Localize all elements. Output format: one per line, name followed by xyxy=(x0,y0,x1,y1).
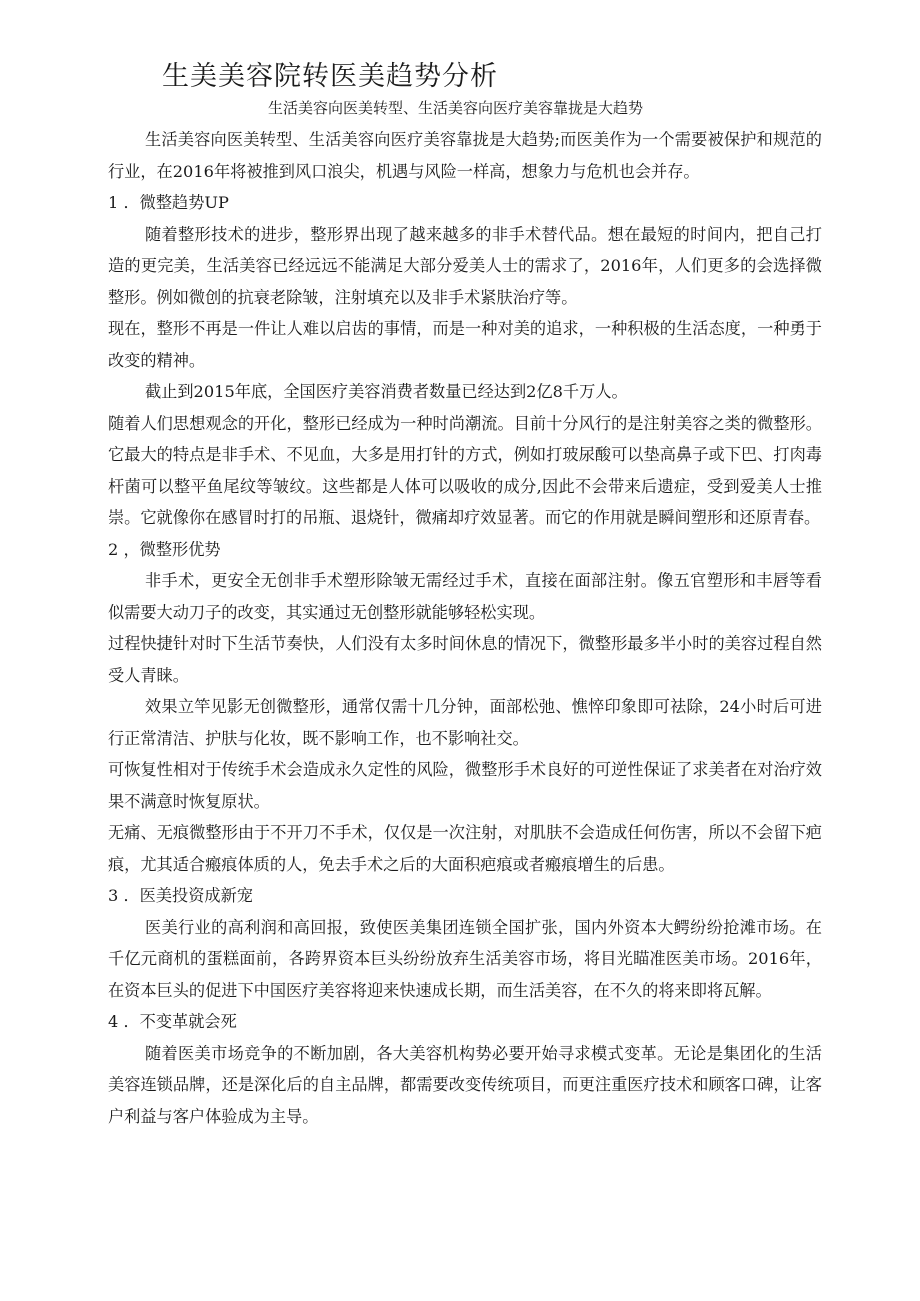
section-2-paragraph-5: 无痛、无痕微整形由于不开刀不手术，仅仅是一次注射，对肌肤不会造成任何伤害，所以不会留下疤痕，尤其适合瘢痕体质的人，免去手术之后的大面积疤痕或者瘢痕增生的后患。 xyxy=(108,823,822,874)
section-4-paragraph-1: 随着医美市场竞争的不断加剧，各大美容机构势必要开始寻求模式变革。无论是集团化的生活美容连锁品牌，还是深化后的自主品牌，都需要改变传统项目，而更注重医疗技术和顾客口碑，让客户利益与客户体验成为主导。 xyxy=(108,1043,822,1126)
section-2-paragraph-1: 非手术，更安全无创非手术塑形除皱无需经过手术，直接在面部注射。像五官塑形和丰唇等看似需要大动刀子的改变，其实通过无创整形就能够轻松实现。 xyxy=(108,571,822,622)
section-3-heading: 3 ．医美投资成新宠 xyxy=(108,886,253,905)
section-2-paragraph-2: 过程快捷针对时下生活节奏快，人们没有太多时间休息的情况下，微整形最多半小时的美容过程自然受人青睐。 xyxy=(108,634,822,685)
section-2-heading: 2 ，微整形优势 xyxy=(108,539,221,559)
intro-paragraph: 生活美容向医美转型、生活美容向医疗美容靠拢是大趋势;而医美作为一个需要被保护和规范的行业，在2016年将被推到风口浪尖，机遇与风险一样高，想象力与危机也会并存。 xyxy=(108,130,822,181)
section-1-paragraph-1: 随着整形技术的进步，整形界出现了越来越多的非手术替代品。想在最短的时间内，把自己打造的更完美，生活美容已经远远不能满足大部分爱美人士的需求了，2016年，人们更多的会选择微整形。例如微创的抗衰老除皱，注射填充以及非手术紧肤治疗等。 xyxy=(108,224,822,307)
section-1-paragraph-2: 现在，整形不再是一件让人难以启齿的事情，而是一种对美的追求，一种积极的生活态度，一种勇于改变的精神。 xyxy=(108,319,822,370)
section-3-paragraph-1: 医美行业的高利润和高回报，致使医美集团连锁全国扩张，国内外资本大鳄纷纷抢滩市场。在千亿元商机的蛋糕面前，各跨界资本巨头纷纷放弃生活美容市场，将目光瞄准医美市场。2016年，在资本巨头的促进下中国医疗美容将迎来快速成长期，而生活美容，在不久的将来即将瓦解。 xyxy=(108,917,822,1000)
section-2-paragraph-4: 可恢复性相对于传统手术会造成永久定性的风险，微整形手术良好的可逆性保证了求美者在对治疗效果不满意时恢复原状。 xyxy=(108,760,822,811)
section-1-paragraph-4: 随着人们思想观念的开化，整形已经成为一种时尚潮流。目前十分风行的是注射美容之类的微整形。它最大的特点是非手术、不见血，大多是用打针的方式，例如打玻尿酸可以垫高鼻子或下巴、打肉毒杆菌可以整平鱼尾纹等皱纹。这些都是人体可以吸收的成分,因此不会带来后遗症，受到爱美人士推崇。它就像你在感冒时打的吊瓶、退烧针，微痛却疗效显著。而它的作用就是瞬间塑形和还原青春。 xyxy=(108,413,822,527)
page-title: 生美美容院转医美趋势分析 xyxy=(162,61,498,92)
document-body xyxy=(108,124,822,1132)
section-2-paragraph-3: 效果立竿见影无创微整形，通常仅需十几分钟，面部松弛、憔悴印象即可祛除，24小时后可进行正常清洁、护肤与化妆，既不影响工作，也不影响社交。 xyxy=(108,697,822,748)
section-4-heading: 4 ．不变革就会死 xyxy=(108,1012,237,1031)
page-subtitle: 生活美容向医美转型、生活美容向医疗美容靠拢是大趋势 xyxy=(268,99,644,117)
section-1-heading: 1 ．微整趋势UP xyxy=(108,193,229,212)
section-1-paragraph-3: 截止到2015年底，全国医疗美容消费者数量已经达到2亿8千万人。 xyxy=(145,382,628,401)
